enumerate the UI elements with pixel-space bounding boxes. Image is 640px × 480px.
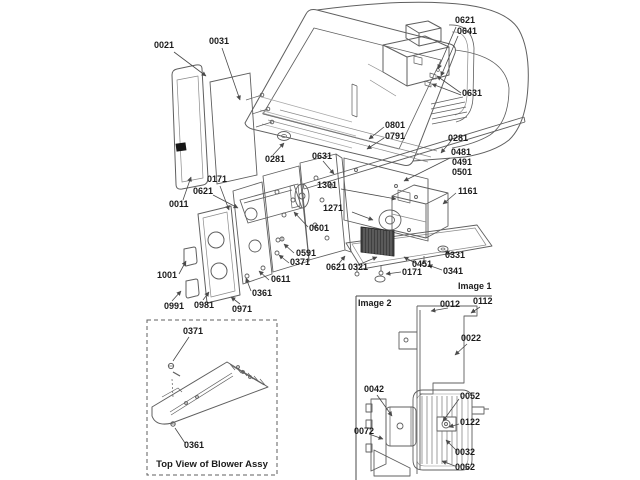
part-callout: 0621 [193,186,214,196]
part-callout: 0042 [364,384,385,394]
part-callout: 0371 [290,257,311,267]
blower-inset [147,320,277,475]
part-callout: 0062 [455,462,476,472]
part-callout: 1271 [323,203,344,213]
part-callout: 0281 [265,154,286,164]
support-rail [303,117,525,189]
part-callout: 0281 [448,133,469,143]
part-callout: 0801 [385,120,406,130]
part-callout: 0331 [445,250,466,260]
part-callout: 0971 [232,304,253,314]
part-callout: 0631 [312,151,333,161]
part-callout: 0361 [252,288,273,298]
door-panel [172,65,208,189]
part-callout: 0171 [207,174,228,184]
part-callout: 0022 [461,333,482,343]
image2-caption: Image 2 [358,298,392,308]
part-callout: 0171 [402,267,423,277]
part-callout: 0072 [354,426,375,436]
blower-motor-assembly [366,306,489,476]
switch-bracket-assembly [233,132,351,285]
part-callout: 0451 [412,259,433,269]
part-callout: 0031 [209,36,230,46]
part-callout: 0481 [451,147,472,157]
part-callout: 0361 [184,440,205,450]
control-panel [184,206,240,303]
part-callout: 1001 [157,270,178,280]
part-callout: 0631 [462,88,483,98]
part-callout: 0491 [452,157,473,167]
part-callout: 0591 [296,248,317,258]
part-callout: 0981 [194,300,215,310]
part-callout: 0321 [348,262,369,272]
part-callout: 0621 [455,15,476,25]
cabinet-wrap [245,2,528,165]
blower-inset-caption: Top View of Blower Assy [156,459,268,470]
part-callout: 0052 [460,391,481,401]
part-callout: 1301 [317,180,338,190]
part-callout: 0012 [440,299,461,309]
part-callout: 0341 [443,266,464,276]
part-callout: 0032 [455,447,476,457]
part-callout: 0601 [309,223,330,233]
part-callout: 0011 [169,199,189,209]
part-callout: 0611 [271,274,291,284]
part-callout: 0641 [457,26,478,36]
part-callout: 0371 [183,326,204,336]
part-callout: 0991 [164,301,185,311]
image1-caption: Image 1 [458,281,492,291]
part-callout: 0791 [385,131,406,141]
part-callout: 1161 [458,186,478,196]
door-back-panel [210,73,356,184]
part-callout: 0122 [460,417,481,427]
part-callout: 0621 [326,262,347,272]
part-callout: 0021 [154,40,175,50]
magnetron-assembly [344,158,492,282]
part-callout: 0112 [473,296,493,306]
part-callout: 0501 [452,167,473,177]
